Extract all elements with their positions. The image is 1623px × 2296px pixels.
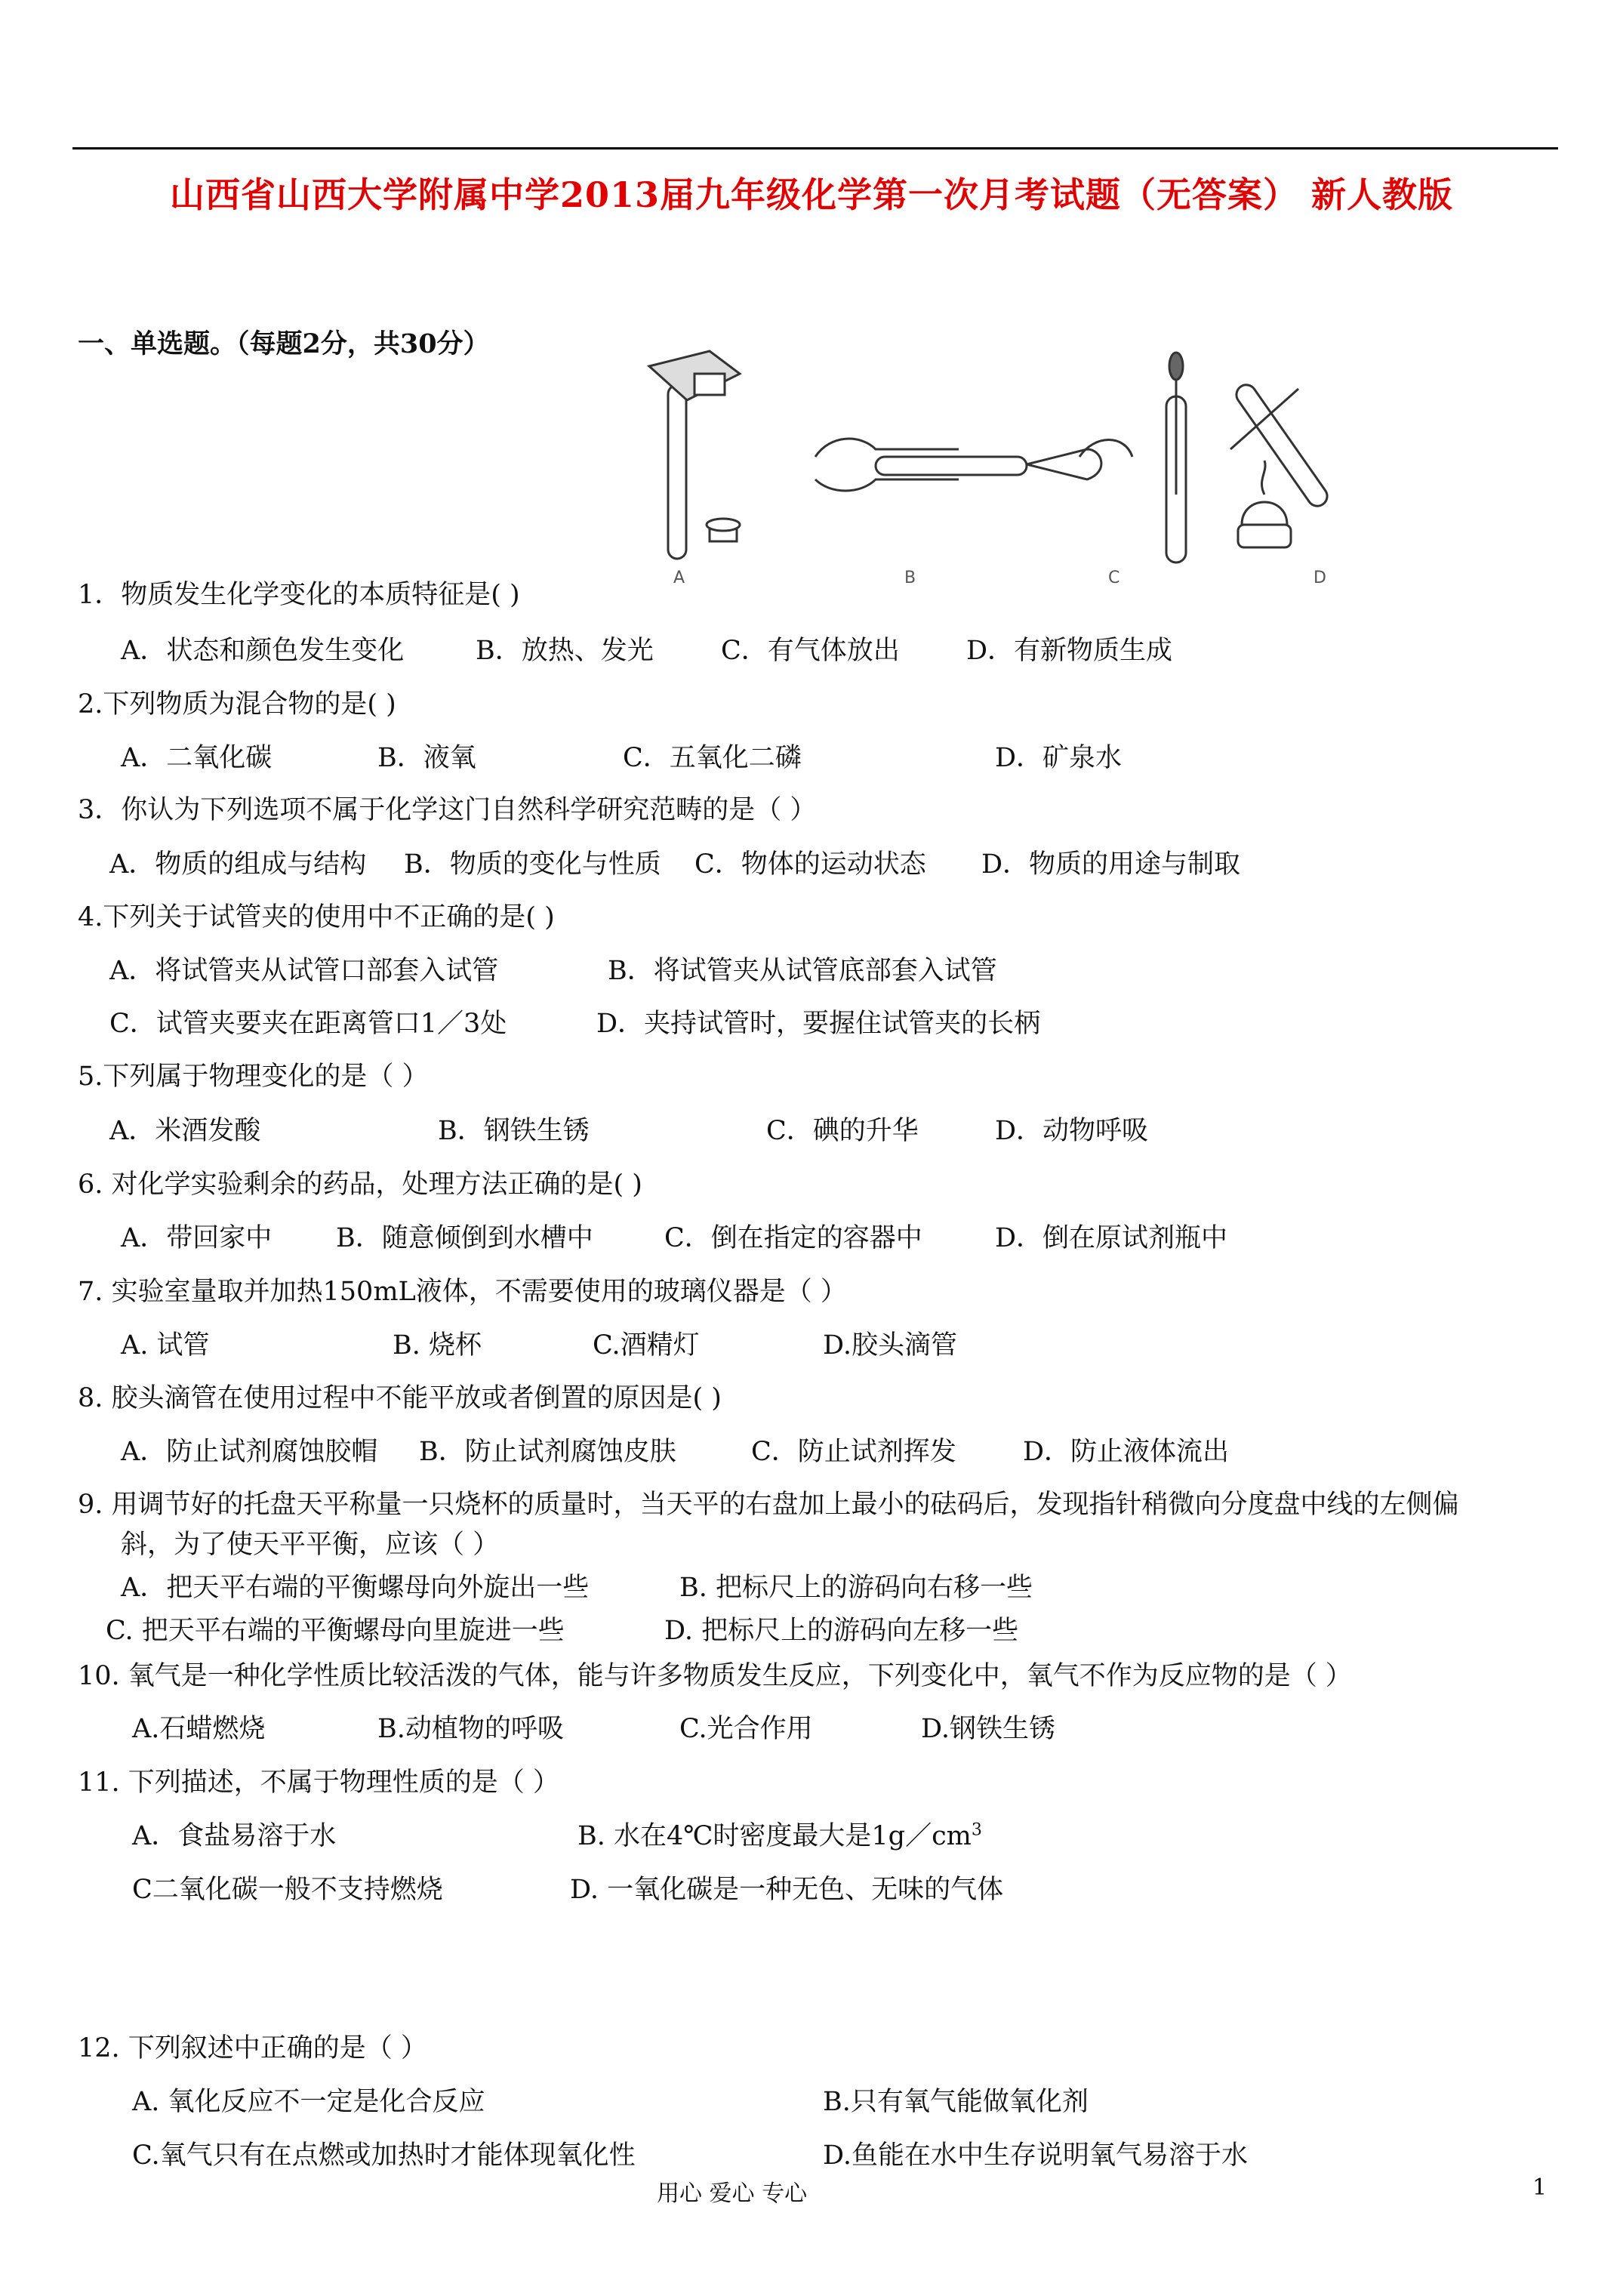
question-9-stem-continued: 斜，为了使天平平衡，应该（ ）: [121, 1530, 500, 1560]
question-1-option-a: A．状态和颜色发生变化: [121, 636, 405, 666]
question-7-option-b: B. 烧杯: [393, 1330, 482, 1361]
question-1-option-d: D．有新物质生成: [966, 636, 1173, 666]
question-8-option-c: C．防止试剂挥发: [751, 1437, 956, 1467]
question-6-option-a: A．带回家中: [121, 1223, 273, 1253]
question-1-option-b: B．放热、发光: [476, 636, 654, 666]
question-8-stem: 8. 胶头滴管在使用过程中不能平放或者倒置的原因是( ): [78, 1383, 722, 1413]
figure-label-b: B: [904, 569, 916, 587]
section-heading: 一、单选题。（每题2分，共30分）: [78, 328, 490, 359]
figure-label-a: A: [673, 569, 685, 587]
question-1-option-c: C．有气体放出: [721, 636, 900, 666]
question-4-option-c: C．试管夹要夹在距离管口1／3处: [109, 1009, 507, 1039]
question-3-option-a: A．物质的组成与结构: [109, 849, 367, 880]
question-2-option-a: A．二氧化碳: [121, 743, 273, 773]
question-9-option-b: B. 把标尺上的游码向右移一些: [679, 1573, 1033, 1603]
question-8-option-a: A．防止试剂腐蚀胶帽: [121, 1437, 378, 1467]
superscript-3: 3: [971, 1820, 982, 1840]
question-11-option-d: D. 一氧化碳是一种无色、无味的气体: [570, 1875, 1004, 1905]
figure-c-dropper: [1166, 353, 1186, 562]
question-6-option-c: C．倒在指定的容器中: [664, 1223, 922, 1253]
question-12-option-a: A. 氧化反应不一定是化合反应: [132, 2087, 485, 2117]
question-11-stem: 11. 下列描述，不属于物理性质的是（ ）: [78, 1767, 559, 1798]
question-3-option-b: B．物质的变化与性质: [404, 849, 661, 880]
figure-d-heating: [1230, 381, 1329, 547]
question-5-option-a: A．米酒发酸: [109, 1116, 261, 1146]
question-1-stem: 1．物质发生化学变化的本质特征是( ): [78, 580, 520, 610]
question-4-option-b: B．将试管夹从试管底部套入试管: [608, 956, 997, 986]
question-8-option-d: D．防止液体流出: [1023, 1437, 1230, 1467]
figure-label-d: D: [1313, 569, 1326, 587]
question-7-option-a: A. 试管: [121, 1330, 210, 1361]
question-2-option-d: D．矿泉水: [995, 743, 1123, 773]
question-9-stem: 9. 用调节好的托盘天平称量一只烧杯的质量时，当天平的右盘加上最小的砝码后，发现指针稍微向分度盘中线的左侧偏: [78, 1490, 1459, 1520]
question-6-stem: 6. 对化学实验剩余的药品，处理方法正确的是( ): [78, 1170, 642, 1200]
figure-label-c: C: [1108, 569, 1120, 587]
question-9-option-d: D. 把标尺上的游码向左移一些: [664, 1616, 1019, 1646]
question-2-option-b: B．液氧: [377, 743, 476, 773]
question-2-option-c: C．五氧化二磷: [623, 743, 802, 773]
question-10-stem: 10. 氧气是一种化学性质比较活泼的气体，能与许多物质发生反应，下列变化中，氧气不作为反应物的是（ ）: [78, 1661, 1352, 1691]
question-12-option-c: C.氧气只有在点燃或加热时才能体现氧化性: [132, 2140, 636, 2171]
question-5-option-d: D．动物呼吸: [995, 1116, 1149, 1146]
question-12-option-b: B.只有氧气能做氧化剂: [823, 2087, 1089, 2117]
question-2-stem: 2.下列物质为混合物的是( ): [78, 689, 396, 720]
question-5-option-b: B．钢铁生锈: [438, 1116, 590, 1146]
question-7-stem: 7. 实验室量取并加热150mL液体，不需要使用的玻璃仪器是（ ）: [78, 1277, 847, 1307]
footer-motto: 用心 爱心 专心: [657, 2180, 808, 2207]
apparatus-figure: [604, 344, 1329, 593]
question-9-option-a: A．把天平右端的平衡螺母向外旋出一些: [121, 1573, 590, 1603]
question-3-option-c: C．物体的运动状态: [694, 849, 926, 880]
question-6-option-b: B．随意倾倒到水槽中: [336, 1223, 593, 1253]
question-7-option-d: D.胶头滴管: [823, 1330, 957, 1361]
question-10-option-c: C.光合作用: [679, 1714, 813, 1744]
question-11-option-c: C二氧化碳一般不支持燃烧: [132, 1875, 443, 1905]
question-4-option-d: D．夹持试管时，要握住试管夹的长柄: [596, 1009, 1041, 1039]
question-12-option-d: D.鱼能在水中生存说明氧气易溶于水: [823, 2140, 1248, 2171]
question-10-option-b: B.动植物的呼吸: [377, 1714, 564, 1744]
apparatus-illustration: [604, 344, 1329, 593]
question-4-option-a: A．将试管夹从试管口部套入试管: [109, 956, 499, 986]
question-6-option-d: D．倒在原试剂瓶中: [995, 1223, 1228, 1253]
question-11-option-b-text: B. 水在4℃时密度最大是1g／cm: [577, 1821, 972, 1851]
page-title: 山西省山西大学附属中学2013届九年级化学第一次月考试题（无答案） 新人教版: [169, 174, 1454, 215]
question-12-stem: 12. 下列叙述中正确的是（ ）: [78, 2033, 427, 2063]
question-8-option-b: B．防止试剂腐蚀皮肤: [419, 1437, 676, 1467]
question-7-option-c: C.酒精灯: [593, 1330, 700, 1361]
question-10-option-a: A.石蜡燃烧: [132, 1714, 266, 1744]
question-5-option-c: C．碘的升华: [766, 1116, 919, 1146]
figure-a-pouring: [649, 351, 740, 559]
question-5-stem: 5.下列属于物理变化的是（ ）: [78, 1062, 429, 1092]
question-4-stem: 4.下列关于试管夹的使用中不正确的是( ): [78, 902, 555, 932]
question-10-option-d: D.钢铁生锈: [921, 1714, 1055, 1744]
question-9-option-c: C. 把天平右端的平衡螺母向里旋进一些: [106, 1616, 565, 1646]
header-rule: [72, 147, 1558, 149]
question-3-option-d: D．物质的用途与制取: [981, 849, 1241, 880]
question-11-option-b: [577, 1815, 982, 1853]
question-3-stem: 3．你认为下列选项不属于化学这门自然科学研究范畴的是（ ）: [78, 795, 817, 825]
question-11-option-a: A．食盐易溶于水: [132, 1821, 337, 1851]
figure-b-hands: [815, 439, 1132, 491]
page-number: 1: [1532, 2174, 1548, 2201]
